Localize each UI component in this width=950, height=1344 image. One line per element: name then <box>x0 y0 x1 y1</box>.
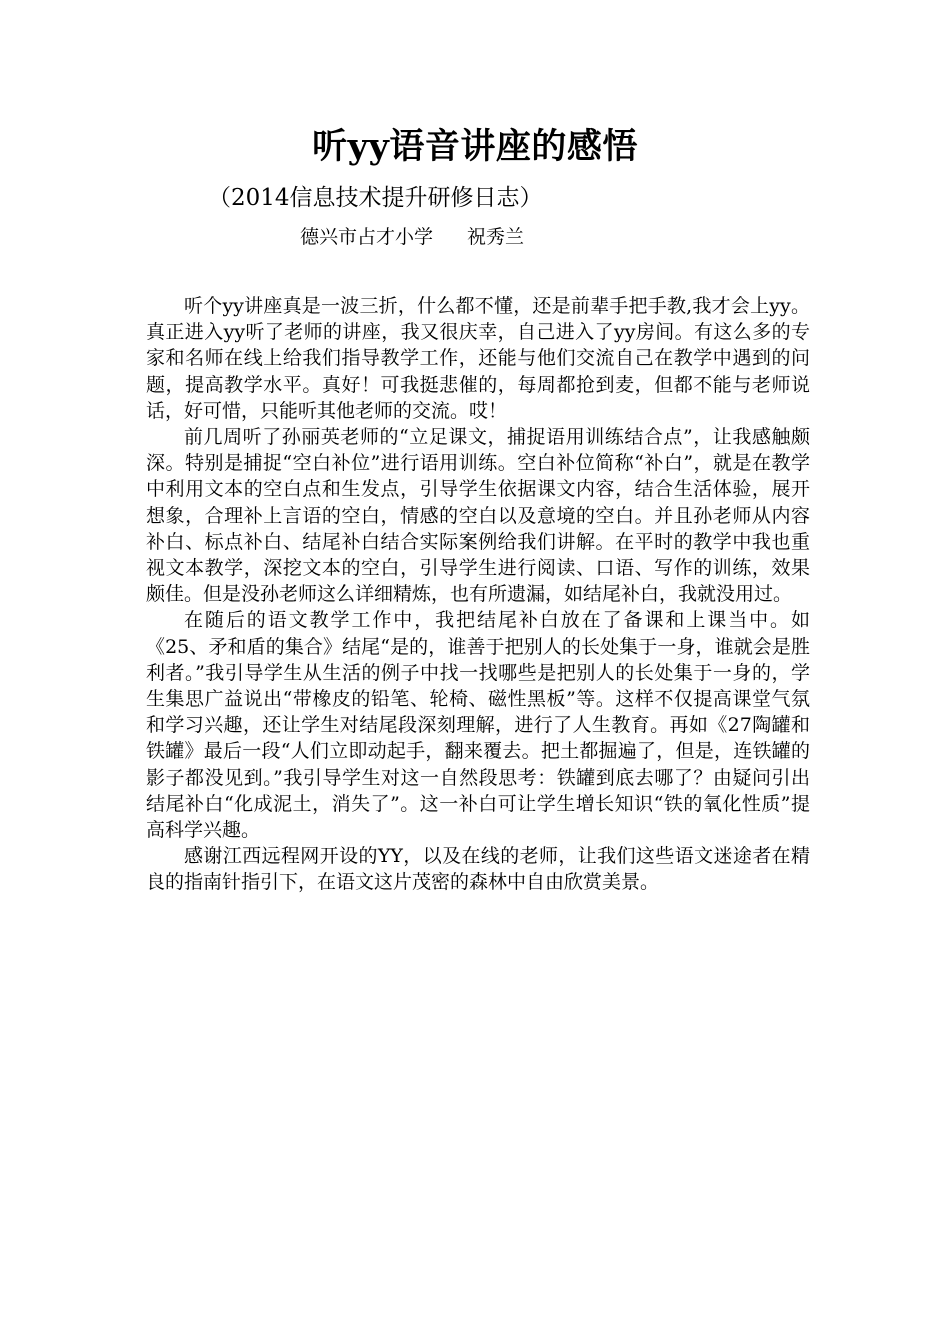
body-paragraph: 在随后的语文教学工作中，我把结尾补白放在了备课和上课当中。如《25、矛和盾的集合》结尾“是的，谁善于把别人的长处集于一身，谁就会是胜利者。”我引导学生从生活的例子中找一找哪些是把别人的长处集于一身的，学生集思广益说出“带橡皮的铅笔、轮椅、磁性黑板”等。这样不仅提高课堂气氛和学习兴趣，还让学生对结尾段深刻理解，进行了人生教育。再如《27陶罐和铁罐》最后一段“人们立即动起手，翻来覆去。把土都掘遍了，但是，连铁罐的影子都没见到。”我引导学生对这一自然段思考：铁罐到底去哪了？由疑问引出结尾补白“化成泥土，消失了”。这一补白可让学生增长知识“铁的氧化性质”提高科学兴趣。 <box>146 609 810 842</box>
body-paragraph: 前几周听了孙丽英老师的“立足课文，捕捉语用训练结合点”，让我感触颇深。特别是捕捉“空白补位”进行语用训练。空白补位简称“补白”，就是在教学中利用文本的空白点和生发点，引导学生依据课文内容，结合生活体验，展开想象，合理补上言语的空白，情感的空白以及意境的空白。并且孙老师从内容补白、标点补白、结尾补白结合实际案例给我们讲解。在平时的教学中我也重视文本教学，深挖文本的空白，引导学生进行阅读、口语、写作的训练，效果颇佳。但是没孙老师这么详细精炼，也有所遗漏，如结尾补白，我就没用过。 <box>146 426 810 606</box>
body-paragraph: 听个yy讲座真是一波三折，什么都不懂，还是前辈手把手教,我才会上yy。真正进入yy听了老师的讲座，我又很庆幸，自己进入了yy房间。有这么多的专家和名师在线上给我们指导教学工作，还能与他们交流自己在教学中遇到的问题，提高教学水平。真好！可我挺悲催的，每周都抢到麦，但都不能与老师说话，好可惜，只能听其他老师的交流。哎！ <box>146 295 810 422</box>
document-body <box>146 293 810 896</box>
document-subtitle: （2014信息技术提升研修日志） <box>208 185 543 211</box>
author-school: 德兴市占才小学 <box>300 226 434 248</box>
author-line <box>300 222 524 252</box>
author-name: 祝秀兰 <box>467 226 525 248</box>
body-paragraph: 感谢江西远程网开设的YY，以及在线的老师，让我们这些语文迷途者在精良的指南针指引下，在语文这片茂密的森林中自由欣赏美景。 <box>146 845 810 894</box>
document-title: 听yy语音讲座的感悟 <box>312 126 638 167</box>
